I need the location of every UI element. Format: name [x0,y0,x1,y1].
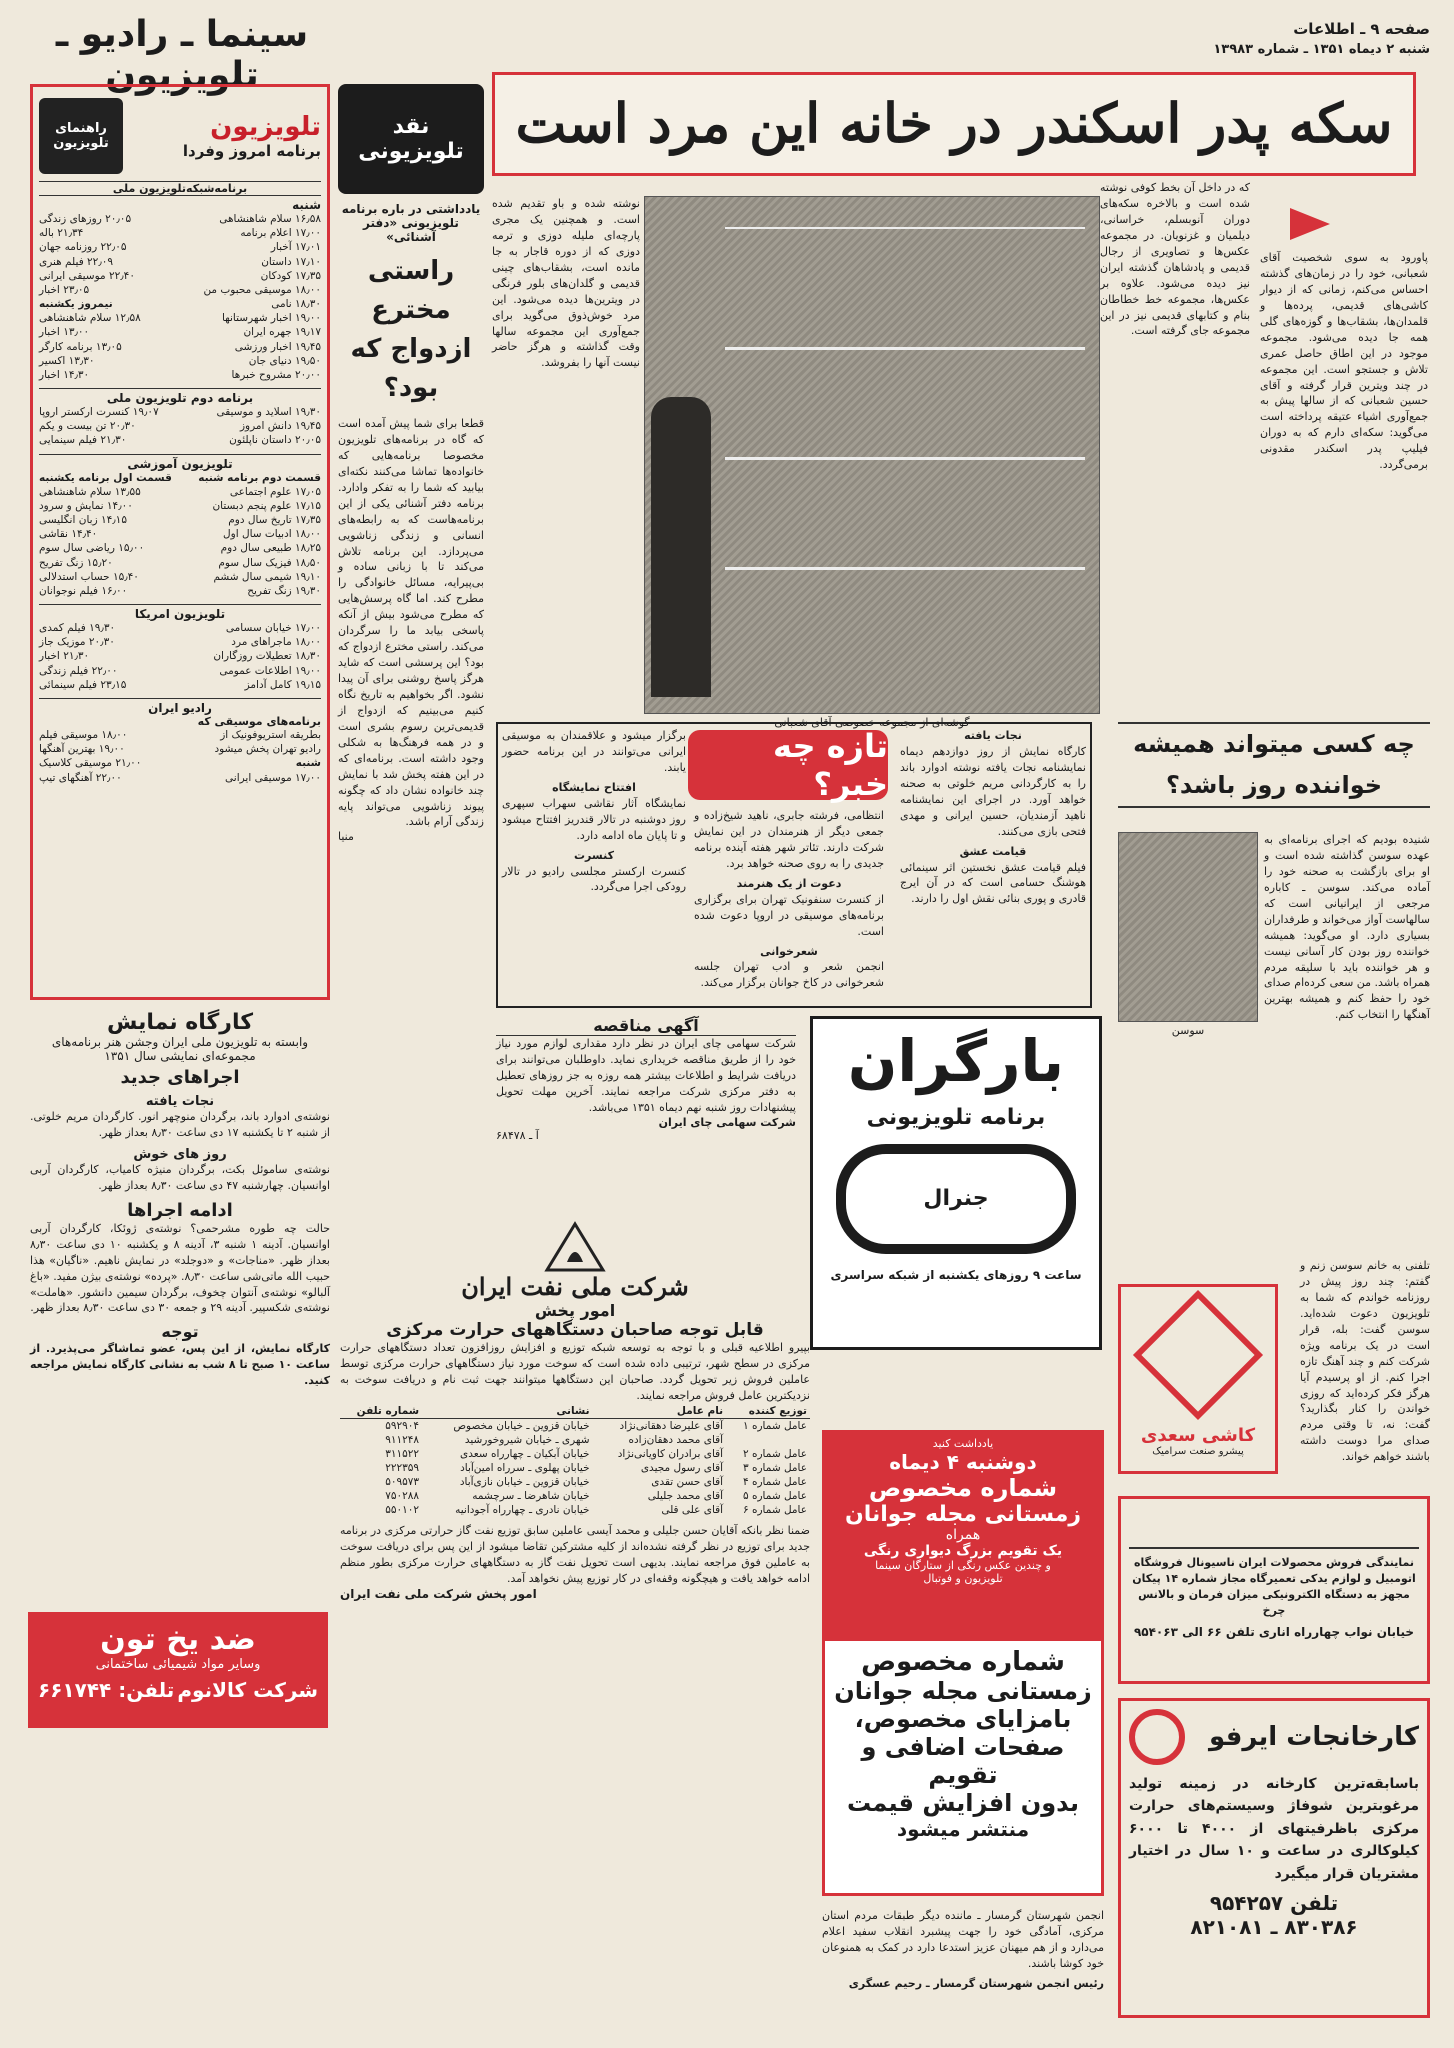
radio-header: رادیو ایران [39,698,321,715]
sched-c [39,485,321,598]
magazine-l1: شماره مخصوص [868,1474,1058,1502]
magazine-l2: زمستانی مجله جوانان [844,1502,1082,1527]
edu-header: تلویزیون آموزشی [39,454,321,471]
magazine-m3: بامزایای مخصوص، [854,1705,1072,1733]
auto-ad [1118,1496,1430,1684]
whats-new-col3 [502,728,686,1002]
oil-note: ضمنا نظر بانکه آقایان حسن جلیلی و محمد آیسی عاملین سابق توزیع نفت گاز حرارتی مرکزی در برنامه جدید برای توزیع در نظر گرفته نشده‌اند از کلیه مشترکین تقاضا میشود از این پس برای دریافت سوخت به عاملین فوق مراجعه نمایند. بدیهی است تحویل نفت گاز به دستگاههای حرارت مرکزی بطور منظم ادامه خواهد یافت و هیچگونه وقفه‌ای در کار توزیع پیش نخواهد آمد. [340,1523,810,1585]
bargaran-line1: برنامه تلویزیونی [866,1104,1046,1130]
workshop-title: کارگاه نمایش [106,1010,254,1035]
list-item: ۱۹٫۵۰ دنیای جان ۱۳٫۳۰ اکسیر [39,354,321,367]
list-item: ۱۶٫۵۸ سلام شاهنشاهی ۲۰٫۰۵ روزهای زندگی [39,213,321,225]
saturday-label: شنبه [292,198,321,212]
cont-body: حالت چه طوره مشرحمی؟ نوشته‌ی ژوئکا، کارگردان آربی اوانسیان. آدینه ۱ شنبه ۳، آدینه ۸ و یکشنبه ۱۰ دی ساعت ۸٫۳۰ بعداز ظهر. «مناجات» و «دوجلد» در نمایش ناهیم. «ناگیان» هذا حبیب الله ماتی‌شی ساعت ۸٫۳۰. «پرده» نوشته‌ی بیژن مفید. «باغ آلبالو» نوشته‌ی آنتوان چخوف، برگردان سیمین دانشور. «هاملت» نوشته‌ی شکسپیر. آدینه ۲۹ و جمعه ۳۰ دی ساعت ۸٫۳۰ بعداز ظهر. [30,1221,330,1315]
col3-sub2: کنسرت [574,848,614,862]
col2c-text: انجمن شعر و ادب تهران جلسه شعرخوانی در کاخ جوانان برگزار می‌کند. [694,960,884,990]
bargaran-footer: ساعت ۹ روزهای یکشنبه از شبکه سراسری [830,1267,1082,1282]
tender-title: آگهی مناقصه [496,1016,796,1036]
main-story-col2 [1100,180,1250,740]
magazine-m1: شماره مخصوص [861,1647,1065,1677]
oil-body: بپیرو اطلاعیه قبلی و با توجه به توسعه شبکه توزیع و افزایش روزافزون تعداد دستگاههای حرارت مرکزی در سطح شهر، ترتیبی داده شده است که سوخت مورد نیاز دستگاههای حرارت مرکزی توسط عاملین فروش زیر تحویل گردد. صاحبان این دستگاهها میتوانند جهت ثبت نام و دریافت سوخت به نزدیکترین عامل فروش مراجعه نمایند. [340,1341,810,1402]
magazine-l3: همراه [945,1527,981,1543]
auto-ad-addr: خیابان نواب چهارراه اناری تلفن ۶۶ الی ۹۵۴۰۶۳ [1133,1624,1415,1639]
sched-a [39,212,321,382]
col1-text: کارگاه نمایش از روز دوازدهم دیماه نمایشنامه نجات یافته نوشته ادوارد باند را به کارگردانی مریم خلوتی به صحنه خواهد آورد. در اجرای این نمایشنامه ناهید آزمندیان، حسین ایرانی و مهدی فتحی بازی می‌کنند. [900,744,1086,838]
masthead-info [1100,20,1430,72]
issue-date: شنبه ۲ دیماه ۱۳۵۱ ـ شماره ۱۳۹۸۳ [1213,42,1430,57]
magazine-ad-bottom [825,1641,1101,1847]
oil-logo-icon [545,1222,605,1272]
col1b-text: فیلم قیامت عشق نخستین اثر سینمائی هوشنگ حسامی است که در آن ایرج قادری و پوری بنائی نقش اول را دارند. [900,860,1086,906]
col1-sub: قیامت عشق [959,844,1027,858]
collection-photo [644,196,1100,714]
table-header: نام عامل [676,1404,724,1417]
list-item: ۱۸٫۰۰ ماجراهای مرد ۲۰٫۳۰ موزیک جاز [39,636,321,649]
new-perf-label: اجراهای جدید [120,1067,240,1088]
play2-title: روز های خوش [133,1146,227,1162]
list-item: ۲۰٫۰۵ داستان ناپلئون ۲۱٫۳۰ فیلم سینمایی [39,434,321,447]
red-arrow-icon [1290,208,1330,240]
insulation-ad-company: شرکت کالانوم [177,1678,318,1702]
list-item: ۱۹٫۱۷ جهره ایران ۱۳٫۰۰ اخبار [39,326,321,339]
list-item: ۱۹٫۳۰ اسلاید و موسیقی ۱۹٫۰۷ کنسرت ارکستر اروپا [39,406,321,419]
table-row: عامل شماره ۱ آقای علیرضا دهقانی‌نژاد خیابان قزوین ـ خیابان مخصوص ۵۹۲۹۰۴ [385,1419,807,1432]
col2-sub: دعوت از یک هنرمند [736,876,842,890]
reader-body: شنیده بودیم که اجرای برنامه‌ای به عهده سوسن گذاشته شده است و او برای بازگشت به صحنه خود را آماده می‌کند. سوسن ـ کاباره مرجعی از ایرانیانی است که سالهاست آواز می‌خواند و طرفداران بسیاری دارد. او می‌گوید: همیشه خواننده روز بودن کار آسانی نیست و هر خواننده باید با سلیقه مردم همراه باشد. من سعی کرده‌ام صدای خود را حفظ کنم و همیشه بهترین آهنگها را انتخاب کنم. [1263,833,1430,1022]
list-item: ۱۹٫۴۵ اخبار ورزشی ۱۳٫۰۵ برنامه کارگر [39,340,321,353]
sched-e [39,728,321,785]
play1-title: نجات یافته [145,1094,215,1109]
tv-header [39,93,321,179]
list-item: ۲۰٫۰۰ مشروح خبرها ۱۴٫۳۰ اخبار [39,368,321,381]
magazine-m5: بدون افزایش قیمت [846,1789,1080,1817]
critic-question: راستی مخترع ازدواج که بود؟ [350,256,472,403]
magazine-l5: و چندین عکس رنگی از ستارگان سینما [875,1559,1051,1572]
oil-dept: امور پخش [534,1301,616,1320]
singer-photo [1118,832,1258,1022]
list-item: ۱۸٫۳۰ نامی نیمروز یکشنبه [39,298,321,311]
critic-signature: منیا [338,830,354,844]
workshop-section [30,1010,330,1600]
list-item: ۱۷٫۱۵ علوم پنجم دبستان ۱۴٫۰۰ نمایش و سرود [39,499,321,512]
table-row: آقای محمد دهقان‌زاده شهری ـ خیابان شیروخورشید ۹۱۱۲۴۸ [385,1433,724,1446]
car-icon [1129,1507,1419,1549]
col3c-text: کنسرت ارکستر مجلسی رادیو در تالار رودکی اجرا می‌گردد. [502,864,686,894]
tender-ref: آ ـ ۶۸۴۷۸ [496,1128,539,1142]
edu-subheaders: قسمت دوم برنامه شنبه قسمت اول برنامه یکشنبه [39,471,321,484]
irfo-logo-icon [1129,1709,1185,1765]
list-item: ۱۸٫۲۵ طبیعی سال دوم ۱۵٫۰۰ ریاضی سال سوم [39,542,321,555]
table-row: عامل شماره ۲ آقای برادران کاویانی‌نژاد خیابان آبکیان ـ چهارراه سعدی ۳۱۱۵۲۲ [385,1447,807,1460]
oil-headline: قابل توجه صاحبان دستگاههای حرارت مرکزی [386,1320,764,1340]
magazine-ad [822,1430,1104,1896]
magazine-top: یادداشت کنید [932,1437,994,1450]
magazine-m6: منتشر میشود [896,1817,1030,1841]
national-header: برنامه‌شبکه‌تلویزیون ملی [39,181,321,196]
bargaran-brand: بارگران [847,1027,1065,1095]
main-headline-box [492,72,1416,176]
magazine-m4: صفحات اضافی و تقویم [861,1733,1065,1789]
play2-body: نوشته‌ی ساموئل بکت، برگردان منیژه کامیاب، کارگردان آربی اوانسیان. چهارشنبه ۴۷ دی ساعت ۸٫۳۰ بعداز ظهر. [30,1162,330,1192]
main-story-col3 [492,196,640,716]
tender-body: شرکت سهامی چای ایران در نظر دارد مقداری لوازم مورد نیاز خود را از طریق مناقصه خریداری نماید. داوطلبان می‌توانند برای دریافت شرایط و اطلاعات بیشتر همه روزه به جز روزهای تعطیل به دفتر مرکزی شرکت مراجعه نمایند. آخرین مهلت تحویل پیشنهادات روز شنبه نهم دیماه ۱۳۵۱ می‌باشد. [496,1037,796,1114]
bottom-notice-body: انجمن شهرستان گرمسار ـ ماننده دیگر طبقات مردم استان مرکزی، آمادگی خود را جهت پیشبرد انقلاب سفید اعلام می‌دارد و از هم میهنان عزیز استدعا دارد در کمک به همنوعان خود کوشا باشند. [822,1909,1104,1970]
col3-sub: افتتاح نمایشگاه [552,780,636,794]
table-header: توزیع کننده [748,1404,807,1417]
main-story-text-2: که در داخل آن بخط کوفی نوشته شده است و بالاخره سکه‌های دوران آنوبسلم، خراسانی، دیلمیان و غزنویان. در مجموعه عکس‌ها و تصاویری از رجال قدیمی و پادشاهان گذشته ایران نیز دیده می‌شود. علاوه بر عکس‌ها، مجموعه خط خطاطان بنام و کتابهای قدیمی نیز در این مجموعه جای گرفته است. [1100,181,1250,338]
col2-text: انتظامی، فرشته جابری، ناهید شیخ‌زاده و جمعی دیگر از هنرمندان در این نمایش شرکت دارند. تئاتر شهر هفته آینده برنامه جدیدی را به روی صحنه خواهد برد. [694,809,884,870]
irfo-title: کارخانجات ایرفو [1209,1722,1419,1752]
tender-notice [496,1016,796,1216]
oil-company-name: شرکت ملی نفت ایران [461,1272,689,1301]
page-label: صفحه ۹ ـ اطلاعات [1293,20,1430,38]
list-item: بطریقه استریوفونیک از ۱۸٫۰۰ موسیقی فیلم [39,728,321,741]
insulation-ad-desc: وسایر مواد شیمیائی ساختمانی [95,1657,261,1672]
list-item: ۱۷٫۰۰ خیابان سسامی ۱۹٫۳۰ فیلم کمدی [39,622,321,635]
list-item: ۱۷٫۱۰ داستان ۲۲٫۰۹ فیلم هنری [39,255,321,268]
reader-body-2: تلفنی به خانم سوسن زنم و گفتم: چند روز پیش در روزنامه خواندم که شما به تلویزیون دعوت شده‌اید. سوسن گفت: بله، قرار است در یک برنامه ویژه شرکت کنم و چند آهنگ تازه اجرا کنم. از او پرسیدم آیا هرگز فکر کرده‌اید که روزی خواندن را کنار بگذارید؟ گفت: نه، تا وقتی مردم صدای مرا دوست داشته باشند خواهم خواند. [1300,1259,1430,1464]
list-item: شنبه ۲۱٫۰۰ موسیقی کلاسیک [39,757,321,770]
list-item: ۱۷٫۰۱ آخبار ۲۲٫۰۵ روزنامه جهان [39,241,321,254]
col3-text: برگزار میشود و علاقمندان به موسیقی ایرانی می‌توانند در این برنامه حضور یابند. [502,729,686,774]
critic-intro: یادداشتی در باره برنامه تلویزیونی «دفتر آشنائی» [341,202,481,244]
magazine-ad-top [825,1433,1101,1641]
table-header: نشانی [556,1404,590,1417]
whats-new-col2 [694,808,884,1004]
collector-figure [651,397,711,697]
list-item: ۱۸٫۳۰ تعطیلات روزگاران ۲۱٫۳۰ اخبار [39,650,321,663]
list-item: رادیو تهران پخش میشود ۱۹٫۰۰ بهترین آهنگها [39,743,321,756]
critic-body: قطعا برای شما پیش آمده است که گاه در برنامه‌های تلویزیون مخصوصا برنامه‌هایی که خانواده‌ها تماشا می‌کنند نکته‌ای بیابید که شما را به تفکر وادارد. برنامه دفتر آشنائی یکی از این برنامه‌هاست که به رابطه‌های انسانی و زندگی زناشویی می‌پردازد. این برنامه تلاش می‌کند تا با زبانی ساده و بی‌پیرایه، مسائل خانوادگی را مطرح کند. اما گاه پرسش‌هایی که مطرح می‌شود بیش از آنکه پاسخی بیابد ما را سرگردان می‌کند. راستی مخترع ازدواج که بود؟ این پرسشی است که شاید هرگز پاسخ روشنی برای آن پیدا نشود. اگر بخواهیم به تاریخ نگاه کنیم می‌بینیم که ازدواج از قدیمی‌ترین رسوم بشری است و در همه فرهنگ‌ها به شکلی وجود داشته است. برنامه‌ای که در این هفته پخش شد با نمایش چند خانواده نشان داد که چگونه پیوند زناشویی می‌تواند پایه زندگی آرام باشد. [338,417,484,829]
us-header: تلویزیون امریکا [39,604,321,621]
magazine-l6: تلویزیون و فوتبال [923,1572,1003,1585]
list-item: ۱۹٫۱۵ کامل آدامز ۲۳٫۱۵ فیلم سینمائی [39,678,321,691]
sched-d [39,621,321,692]
tender-sign: شرکت سهامی چای ایران [658,1115,796,1129]
irfo-phone1: تلفن ۹۵۴۲۵۷ [1209,1890,1339,1915]
reader-headline: چه کسی میتواند همیشه خواننده روز باشد؟ [1118,722,1430,808]
main-story-col1 [1260,228,1428,708]
tile-ad-text: کاشی سعدی [1140,1425,1256,1446]
table-row: عامل شماره ۴ آقای حسن تقدی خیابان قزوین ـ خیابان نازی‌آباد ۵۰۹۵۷۳ [385,1475,807,1488]
main-story-text-3: نوشته شده و باو تقدیم شده است. و همچنین یک مجری پارچه‌ای ملیله دوزی و ترمه دوزی که از دوره قاجار به جا مانده است، بشقاب‌های چینی قدیمی و گلدان‌های بلور فرنگی در ویترین‌ها دیده می‌شود. این مرد خوش‌ذوق می‌گوید برای جمع‌آوری این مجموعه سالها وقت گذاشته و هرگز حاضر نیست آنها را بفروشد. [492,197,640,370]
section-title: سینما ـ رادیو ـ تلویزیون [55,14,309,96]
magazine-m2: زمستانی مجله جوانان [834,1677,1092,1705]
list-item: ۱۸٫۵۰ فیزیک سال سوم ۱۵٫۲۰ زنگ تفریح [39,556,321,569]
irfo-body: باسابقه‌ترین کارخانه در زمینه تولید مرغوبترین شوفاژ وسیستم‌های حرارت مرکزی باظرفیتهای از ۴۰۰۰ تا ۶۰۰۰ کیلوکالری در ساعت و ۱۰ سال در اختیار مشتریان قرار میگیرد [1129,1776,1419,1882]
photo-caption: گوشه‌ای از مجموعه خصوصی آقای شعبانی [774,716,970,729]
tv-subtitle: برنامه امروز وفردا [182,142,321,160]
phone-label: تلفن: [118,1678,175,1702]
list-item: ۱۸٫۰۰ موسیقی محبوب من ۲۳٫۰۵ اخبار [39,283,321,296]
main-headline: سکه پدر اسکندر در خانه این مرد است [515,91,1393,155]
list-item: ۱۹٫۱۰ شیمی سال ششم ۱۵٫۴۰ حساب استدلالی [39,570,321,583]
oil-agent-table [340,1404,810,1517]
list-item: ۱۷٫۳۵ کودکان ۲۲٫۴۰ موسیقی ایرانی [39,269,321,282]
col2-sub2: شعرخوانی [760,944,818,958]
note-body: کارگاه نمایش، از این پس، عضو تماشاگر می‌پذیرد. از ساعت ۱۰ صبح تا ۸ شب به نشانی کارگاه نمایش مراجعه کنید. [30,1342,331,1388]
oil-footer: امور پخش شرکت ملی نفت ایران [340,1586,537,1601]
list-item: ۱۷٫۰۰ اعلام برنامه ۲۱٫۳۴ باله [39,227,321,240]
table-row: عامل شماره ۳ آقای رسول مجیدی خیابان پهلوی ـ سرراه امین‌آباد ۲۲۲۳۵۹ [385,1461,807,1474]
play1-body: نوشته‌ی ادوارد باند، برگردان منوچهر انور. کارگردان مریم خلوتی. از شنبه ۲ تا یکشنبه ۱۷ دی ساعت ۸٫۳۰ بعداز ظهر. [30,1110,330,1139]
bottom-notice [822,1908,1104,2018]
table-header: شماره تلفن [356,1404,420,1417]
tv-schedule-box [30,84,330,1000]
auto-ad-body: نمایندگی فروش محصولات ایران ناسیونال فروشگاه اتومبیل و لوازم یدکی تعمیرگاه مجاز شماره ۱۴ پیکان مجهز به دستگاه الکترونیکی میزان فرمان و بالانس چرخ [1132,1556,1416,1617]
col1-head: نجات یافته [964,729,1022,742]
cont-perf-label: ادامه اجراها [127,1199,233,1221]
list-item: ۱۹٫۰۰ اخبار شهرستانها ۱۲٫۵۸ سلام شاهنشاهی [39,312,321,325]
list-item: ۱۷٫۰۵ علوم اجتماعی ۱۳٫۵۵ سلام شاهنشاهی [39,485,321,498]
col2b-text: از کنسرت سنفونیک تهران برای برگزاری برنامه‌های موسیقی در اروپا دعوت شده است. [694,892,884,938]
tv-critic-column [338,84,484,1204]
tile-ad [1118,1284,1278,1474]
critic-box-title: نقد تلویزیونی [338,84,484,194]
radio-sub: برنامه‌های موسیقی که [197,714,321,728]
sched-b [39,405,321,448]
list-item: ۱۹٫۴۵ دانش امروز ۲۰٫۳۰ تن بیست و یکم [39,420,321,433]
list-item: ۱۷٫۳۵ تاریخ سال دوم ۱۴٫۱۵ زبان انگلیسی [39,514,321,527]
insulation-ad [28,1612,328,1728]
main-story-text-1: پاورود به سوی شخصیت آقای شعبانی، خود را در زمان‌های گذشته احساس می‌کنم، زمانی که از دیوار کاشی‌های قدیمی، پرده‌ها و قلمدان‌ها، بشقاب‌ها و گوزه‌های گلی همه جا دیده می‌شود. مجموعه موجود در این اطاق حاصل عمری تلاش و جستجو است. این مجموعه در چند ویترین قرار گرفته و آقای حسین شعبانی که از سالها پیش به جمع‌آوری اشیاء عتیقه پرداخته است می‌گوید: سکه‌ای دارم که به دوران فیلیپ پدر اسکندر مقدونی برمی‌گردد. [1260,251,1428,472]
oil-company-notice [340,1222,810,2026]
whats-new-col1 [900,728,1086,1002]
col3b-text: نمایشگاه آثار نقاشی سهراب سپهری روز دوشنبه در تالار قندریز افتتاح میشود و تا پایان ماه ادامه دارد. [502,796,686,842]
whats-new-box [496,722,1092,1008]
tile-logo-icon [1133,1290,1263,1420]
second-header: برنامه دوم تلویزیون ملی [39,388,321,405]
magazine-date: دوشنبه ۴ دیماه [889,1450,1037,1474]
list-item: ۱۸٫۰۰ ادبیات سال اول ۱۴٫۴۰ نقاشی [39,528,321,541]
irfo-phone2: ۸۳۰۳۸۶ ـ ۸۲۱۰۸۱ [1190,1914,1358,1939]
bargaran-ad [810,1016,1102,1350]
note-title: توجه [161,1322,199,1342]
bottom-notice-sign: رئیس انجمن شهرستان گرمسار ـ رحیم عسگری [848,1976,1104,1990]
magazine-l4: یک تقویم بزرگ دیواری رنگی [863,1543,1063,1559]
list-item: ۱۷٫۰۰ موسیقی ایرانی ۲۲٫۰۰ آهنگهای تیپ [39,771,321,784]
workshop-subtitle: وابسته به تلویزیون ملی ایران وجشن هنر برنامه‌های مجموعه‌ای نمایشی سال ۱۳۵۱ [51,1035,309,1063]
insulation-phone: ۶۶۱۷۴۴ [38,1678,112,1702]
table-row: عامل شماره ۶ آقای علی قلی خیابان نادری ـ چهارراه آجودانیه ۵۵۰۱۰۲ [385,1503,807,1516]
insulation-ad-name: ضد یخ تون [100,1622,256,1657]
singer-caption: سوسن [1171,1024,1205,1037]
table-row: عامل شماره ۵ آقای محمد جلیلی خیابان شاهرضا ـ سرچشمه ۷۵۰۲۸۸ [385,1489,807,1502]
reader-feature [1118,722,1430,1252]
irfo-ad [1118,1698,1430,2018]
whats-new-badge: تازه چه خبر؟ [688,730,888,800]
tv-title: تلویزیون [210,112,321,142]
list-item: ۱۹٫۰۰ اطلاعات عمومی ۲۲٫۰۰ فیلم زندگی [39,664,321,677]
tv-logo: راهنمای تلویزیون [39,98,123,174]
general-logo: جنرال [836,1144,1076,1254]
tile-ad-sub: پیشرو صنعت سرامیک [1152,1446,1244,1457]
list-item: ۱۹٫۳۰ زنگ تفریح ۱۶٫۰۰ فیلم نوجوانان [39,584,321,597]
